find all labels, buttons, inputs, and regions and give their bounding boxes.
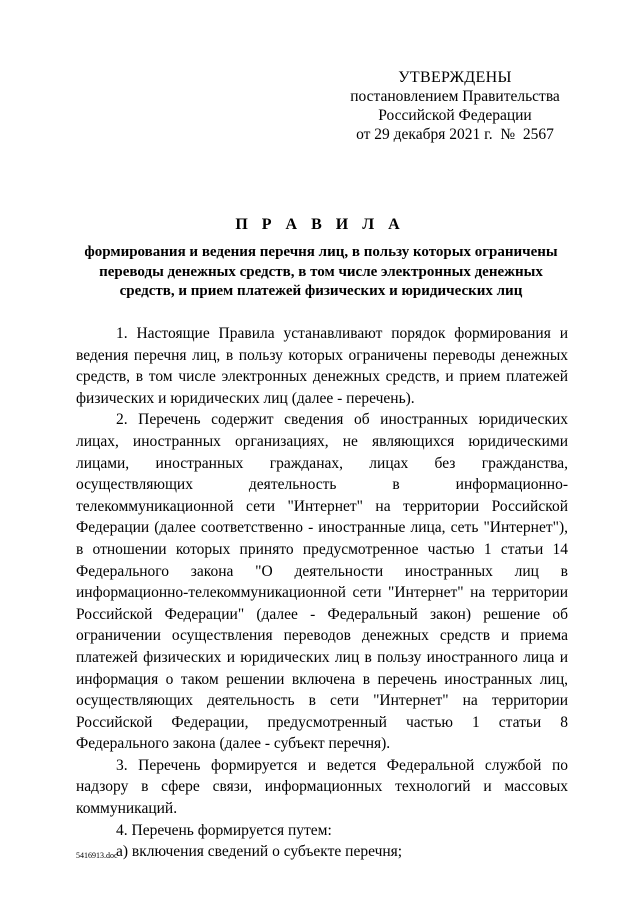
approval-line-1: постановлением Правительства [350, 88, 560, 105]
approval-line-2: Российской Федерации [378, 107, 532, 124]
paragraph-1: 1. Настоящие Правила устанавливают порядок формирования и ведения перечня лиц, в пользу которых ограничены переводы денежных средств, в том числе электронных денежных средств, и прием платежей физических и юридических лиц (далее - перечень). [76, 325, 568, 407]
document-title: П Р А В И Л А [235, 216, 405, 233]
approval-title: УТВЕРЖДЕНЫ [398, 69, 512, 86]
document-body [76, 323, 568, 863]
paragraph-3: 3. Перечень формируется и ведется Федеральной службой по надзору в сфере связи, информационных технологий и массовых коммуникаций. [76, 756, 568, 818]
paragraph-2: 2. Перечень содержит сведения об иностранных юридических лицах, иностранных организациях, не являющихся юридическими лицами, иностранных гражданах, лицах без гражданства, осуществляющих деятельность в информационно-телекоммуникационной сети "Интернет" на территории Российской Федерации (далее соответственно - иностранные лица, сеть "Интернет"), в отношении которых принято предусмотренное частью 1 статьи 14 Федерального закона "О деятельности иностранных лиц в информационно-телекоммуникационной сети "Интернет" на территории Российской Федерации" (далее - Федеральный закон) решение об ограничении осуществления переводов денежных средств и приема платежей физических и юридических лиц в пользу иностранного лица и информация о таком решении включена в перечень иностранных лиц, осуществляющих деятельность в сети "Интернет" на территории Российской Федерации, предусмотренный частью 1 статьи 8 Федерального закона (далее - субъект перечня). [76, 411, 568, 753]
paragraph-4a: а) включения сведений о субъекте перечня; [116, 843, 403, 861]
document-subtitle: формирования и ведения перечня лиц, в пользу которых ограничены переводы денежных средств, в том числе электронных денежных средств, и прием платежей физических и юридических лиц [84, 244, 558, 299]
approval-stamp [340, 68, 570, 144]
file-code: 5416913.doc [76, 851, 118, 860]
paragraph-4: 4. Перечень формируется путем: [116, 821, 332, 839]
approval-line-3: от 29 декабря 2021 г. № 2567 [356, 126, 554, 143]
